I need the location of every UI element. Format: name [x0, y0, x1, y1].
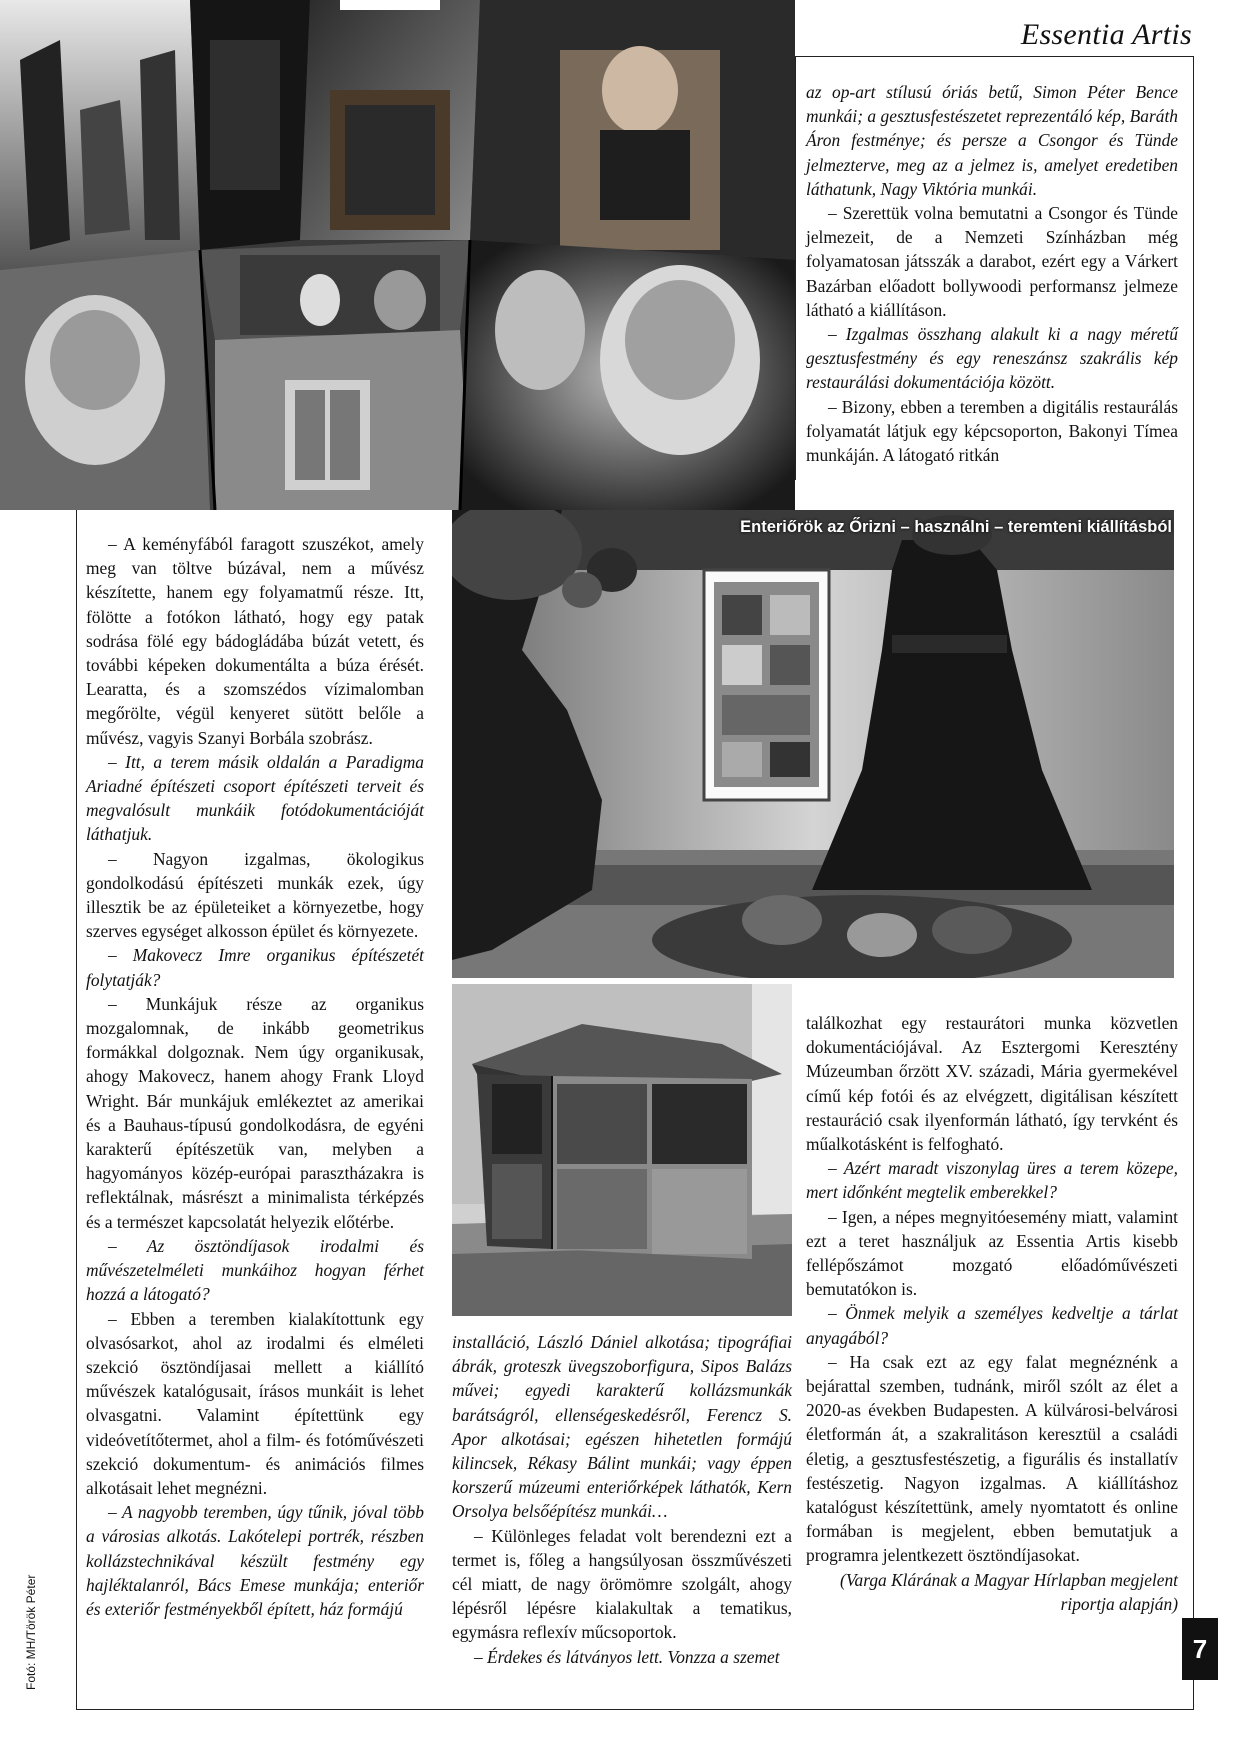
left-column-paragraph: – A nagyobb teremben, úgy tűnik, jóval több a városias alkotás. Lakótelepi portrék, részben kollázstechnikával készült festmény egy hajléktalanról, Bács Emese munkája; enteriőr és exteriőr festményekből épített, ház formájú — [86, 1502, 424, 1619]
left-column-paragraph: – Itt, a terem másik oldalán a Paradigma Ariadné építészeti csoport építészeti terveit és megvalósult munkáik fotódokumentációját láthatjuk. — [86, 751, 424, 845]
middle-column-paragraph: – Különleges feladat volt berendezni ezt a termet is, főleg a hangsúlyosan összművészeti cél miatt, de nagy örömömre szolgált, ahogy lépésről lépésre kialakultak a tematikus, egymásra reflexív műcsoportok. — [452, 1525, 792, 1643]
house-installation-photo — [452, 984, 792, 1316]
photo-caption: Enteriőrök az Őrizni – használni – teremteni kiállításból — [740, 518, 1172, 536]
painted-room-collage-photo — [0, 0, 795, 510]
right-column-paragraph: – Ha csak ezt az egy falat megnéznénk a bejárattal szemben, tudnánk, miről szólt az élet a 2020-as években Budapesten. A külvárosi-belvárosi életformán át, a szakralitáson keresztül a családi életig, a gesztusfestészetig, a figurális és installatív festészetig. Nagyon izgalmas. A kiállításhoz katalógust készítettünk, amely nyomtatott és online formában is megjelent, ebben bemutatjuk a programra jelentkezett ösztöndíjasokat. — [806, 1351, 1178, 1566]
left-column — [86, 532, 424, 1621]
header-rule — [796, 56, 1194, 57]
top-right-column-paragraph: – Bizony, ebben a teremben a digitális restaurálás folyamatát látjuk egy képcsoporton, Bakonyi Tímea munkáján. A látogató ritkán — [806, 396, 1178, 466]
right-column-paragraph: – Azért maradt viszonylag üres a terem közepe, mert időnként megtelik emberekkel? — [806, 1158, 1178, 1203]
right-column-paragraph: – Önmek melyik a személyes kedveltje a tárlat anyagából? — [806, 1303, 1178, 1348]
frame-left-rule — [76, 510, 77, 1710]
left-column-paragraph: – Ebben a teremben kialakítottunk egy olvasósarkot, ahol az irodalmi és elméleti szekció ösztöndíjasai mellett a kiállító művészek katalógusait, írásos munkáit is lehet olvasgatni. Valamint építettünk egy videóvetítőtermet, ahol a film- és fotóművészeti szekció dokumentum- és animációs filmes alkotásait lehet megnézni. — [86, 1308, 424, 1498]
magazine-name: Essentia Artis — [1020, 18, 1192, 51]
right-column-paragraph: – Igen, a népes megnyitóesemény miatt, valamint ezt a teret használjuk az Essentia Artis kisebb fellépőszámot mozgató előadóművészeti bemutatókon is. — [806, 1206, 1178, 1300]
top-right-column — [806, 80, 1178, 467]
top-right-column-paragraph: – Izgalmas összhang alakult ki a nagy méretű gesztusfestmény és egy reneszánsz szakrális kép restaurálási dokumentációja között. — [806, 324, 1178, 393]
frame-right-rule — [1193, 56, 1194, 1710]
right-column-paragraph: találkozhat egy restaurátori munka közvetlen dokumentációjával. Az Esztergomi Keresztény Múzeumban őrzött XV. századi, Mária gyermekével című kép fotói és az elvégzett, digitálisan készített restauráció csak ilyenformán látható, így tervként és műalkotásként is felfogható. — [806, 1013, 1178, 1155]
column-rule — [795, 56, 796, 480]
middle-column-paragraph: – Érdekes és látványos lett. Vonzza a szemet — [474, 1646, 780, 1667]
right-column — [806, 1011, 1178, 1616]
left-column-paragraph: – Munkájuk része az organikus mozgalomnak, de inkább geometrikus formákkal dolgoznak. Nem úgy organikusak, ahogy Makovecz, hanem ahogy Frank Lloyd Wright. Bár munkájuk emlékeztet az amerikai és a Bauhaus-típusú gondolkodásra, de egyéni karakterű építészetük van, melyben a hagyományos közép-európai parasztházakra is reflektálnak, másrészt a minimalista térképzés és a természet kapcsolatát helyezik előtérbe. — [86, 993, 424, 1232]
photo-credit: Fotó: MH/Török Péter — [24, 1574, 38, 1690]
frame-bottom-rule — [76, 1709, 1194, 1710]
left-column-paragraph: – Nagyon izgalmas, ökologikus gondolkodású építészeti munkák ezek, úgy illesztik be az épületeiket a környezetbe, hogy szerves egységet alkosson épület és környezete. — [86, 848, 424, 942]
top-right-column-paragraph: – Szerettük volna bemutatni a Csongor és Tünde jelmezeit, de a Nemzeti Színházban még folyamatosan játsszák a darabot, ezért egy a Várkert Bazárban előadott bollywoodi performansz jelmeze látható a kiállításon. — [806, 203, 1178, 320]
page-number: 7 — [1182, 1618, 1218, 1680]
right-column-paragraph: (Varga Klárának a Magyar Hírlapban megjelent riportja alapján) — [840, 1569, 1178, 1614]
top-right-column-paragraph: az op-art stílusú óriás betű, Simon Péter Bence munkái; a gesztusfestészetet reprezentáló kép, Baráth Áron festménye; és persze a Csongor és Tünde jelmezterve, meg az a jelmez is, amelyet eredetiben láthatunk, Nagy Viktória munkái. — [806, 82, 1178, 199]
left-column-paragraph: – Az ösztöndíjasok irodalmi és művészetelméleti munkáihoz hogyan férhet hozzá a látogató? — [86, 1235, 424, 1305]
costumes-exhibition-photo — [452, 510, 1174, 978]
middle-column — [452, 1330, 792, 1669]
left-column-paragraph: – Makovecz Imre organikus építészetét folytatják? — [86, 945, 424, 990]
middle-column-paragraph: installáció, László Dániel alkotása; tipográfiai ábrák, groteszk üvegszoborfigura, Sipos Balázs művei; egyedi karakterű kollázsmunkák barátságról, ellenségeskedésről, Ferencz S. Apor alkotásai; egészen hihetetlen formájú kilincsek, Rékasy Bálint munkái; vagy éppen korszerű múzeumi enteriőrképek láthatók, Kern Orsolya belsőépítész munkái… — [452, 1332, 792, 1522]
left-column-paragraph: – A keményfából faragott szuszékot, amely meg van töltve búzával, nem a művész készítette, hanem egy folyamatmű része. Itt, fölötte a fotókon látható, hogy egy patak sodrása fölé egy bádogládába búzát vetett, és további képeken dokumentálta a búza érését. Learatta, és a szomszédos vízimalomban megőrölte, végül kenyeret sütött belőle a művész, vagyis Szanyi Borbála szobrász. — [86, 534, 424, 748]
